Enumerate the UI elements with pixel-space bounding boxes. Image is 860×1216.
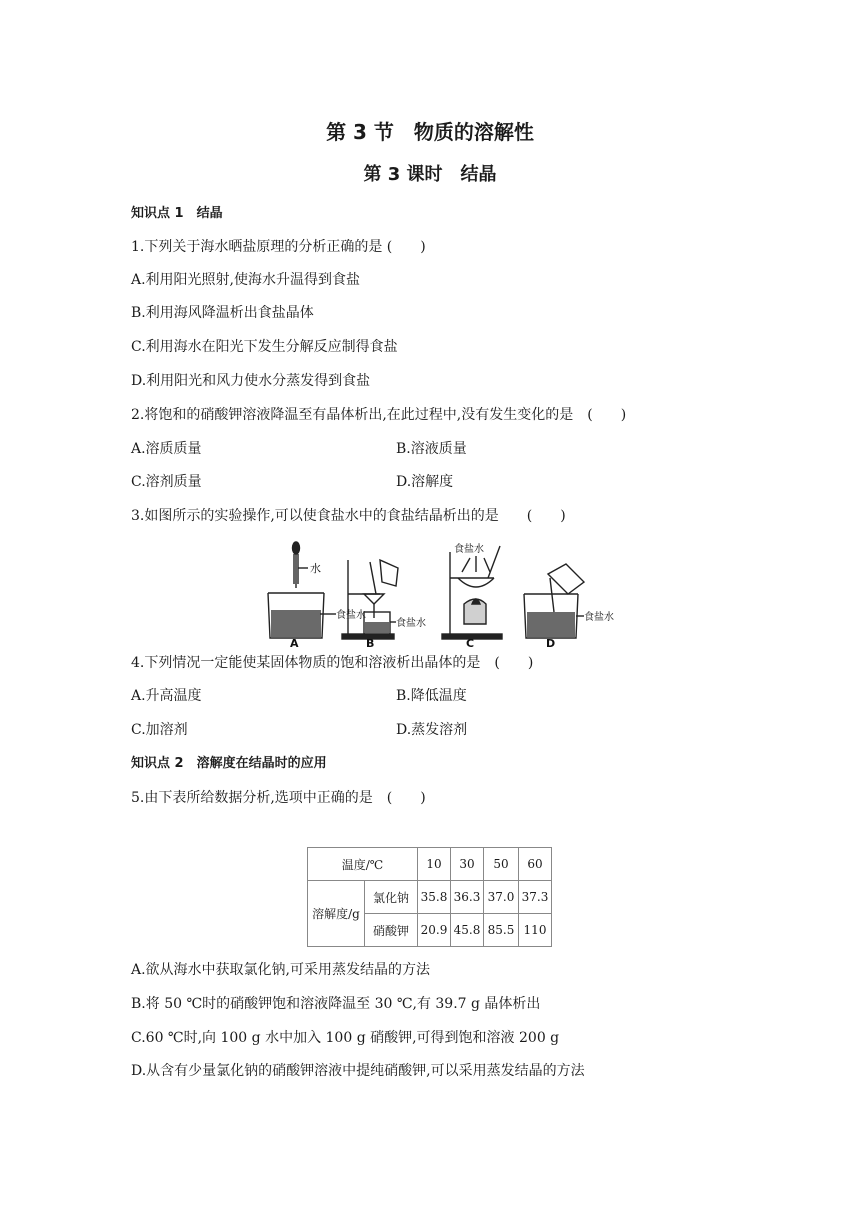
figure-a-dropper-beaker: [268, 542, 336, 638]
knowledge-point-2-heading: 知识点 2 溶解度在结晶时的应用: [131, 756, 327, 771]
q2-option-c: C.溶剂质量: [131, 474, 202, 490]
temp-cell: 50: [484, 848, 519, 881]
q1-option-b: B.利用海风降温析出食盐晶体: [131, 305, 314, 321]
q5-option-d: D.从含有少量氯化钠的硝酸钾溶液中提纯硝酸钾,可以采用蒸发结晶的方法: [131, 1063, 585, 1079]
q5-option-c: C.60 ℃时,向 100 g 水中加入 100 g 硝酸钾,可得到饱和溶液 200 g: [131, 1030, 560, 1046]
figure-label-c: C: [466, 637, 475, 648]
figure-d-pouring: [524, 564, 584, 638]
solubility-table: [307, 847, 552, 947]
q1-option-c: C.利用海水在阳光下发生分解反应制得食盐: [131, 339, 398, 355]
q1-stem: 1.下列关于海水晒盐原理的分析正确的是 ( ): [131, 239, 426, 255]
temp-cell: 30: [451, 848, 484, 881]
value-cell: 45.8: [451, 914, 484, 947]
page-title: 第 3 节 物质的溶解性: [326, 120, 534, 144]
q4-stem: 4.下列情况一定能使某固体物质的饱和溶液析出晶体的是 ( ): [131, 655, 534, 671]
value-cell: 20.9: [418, 914, 451, 947]
figure-b-salt-water-label: 食盐水: [396, 618, 426, 629]
q4-option-c: C.加溶剂: [131, 722, 188, 738]
figure-b-filtration: [342, 560, 398, 639]
q3-experiment-figure: [250, 538, 620, 648]
figure-label-b: B: [366, 637, 375, 648]
temp-header-cell: 温度/℃: [308, 848, 418, 881]
figure-c-evaporation: [442, 546, 502, 639]
q1-option-d: D.利用阳光和风力使水分蒸发得到食盐: [131, 373, 371, 389]
q5-option-b: B.将 50 ℃时的硝酸钾饱和溶液降温至 30 ℃,有 39.7 g 晶体析出: [131, 996, 541, 1012]
value-cell: 35.8: [418, 881, 451, 914]
value-cell: 85.5: [484, 914, 519, 947]
figure-a-water-label: 水: [310, 562, 321, 575]
q2-option-d: D.溶解度: [396, 474, 454, 490]
q2-option-a: A.溶质质量: [131, 441, 202, 457]
value-cell: 36.3: [451, 881, 484, 914]
value-cell: 110: [519, 914, 552, 947]
value-cell: 37.3: [519, 881, 552, 914]
figure-label-a: A: [290, 637, 299, 648]
q5-stem: 5.由下表所给数据分析,选项中正确的是 ( ): [131, 790, 426, 806]
figure-d-salt-water-label: 食盐水: [584, 612, 614, 623]
q4-option-d: D.蒸发溶剂: [396, 722, 468, 738]
substance-name-cell: 氯化钠: [365, 881, 418, 914]
table-header-row: [308, 848, 552, 881]
q2-stem: 2.将饱和的硝酸钾溶液降温至有晶体析出,在此过程中,没有发生变化的是 ( ): [131, 407, 627, 423]
q5-option-a: A.欲从海水中获取氯化钠,可采用蒸发结晶的方法: [131, 962, 431, 978]
temp-cell: 10: [418, 848, 451, 881]
temp-cell: 60: [519, 848, 552, 881]
q1-option-a: A.利用阳光照射,使海水升温得到食盐: [131, 272, 361, 288]
substance-name-cell: 硝酸钾: [365, 914, 418, 947]
q4-option-a: A.升高温度: [131, 688, 202, 704]
knowledge-point-1-heading: 知识点 1 结晶: [131, 206, 223, 221]
figure-label-d: D: [546, 637, 556, 648]
figure-a-salt-water-label: 食盐水: [336, 610, 366, 621]
figure-c-salt-water-label: 食盐水: [454, 544, 484, 555]
value-cell: 37.0: [484, 881, 519, 914]
solubility-header-cell: 溶解度/g: [308, 881, 365, 947]
q2-option-b: B.溶液质量: [396, 441, 467, 457]
table-row: [308, 881, 552, 914]
page-subtitle: 第 3 课时 结晶: [363, 164, 497, 185]
q3-stem: 3.如图所示的实验操作,可以使食盐水中的食盐结晶析出的是 ( ): [131, 508, 566, 524]
q4-option-b: B.降低温度: [396, 688, 467, 704]
